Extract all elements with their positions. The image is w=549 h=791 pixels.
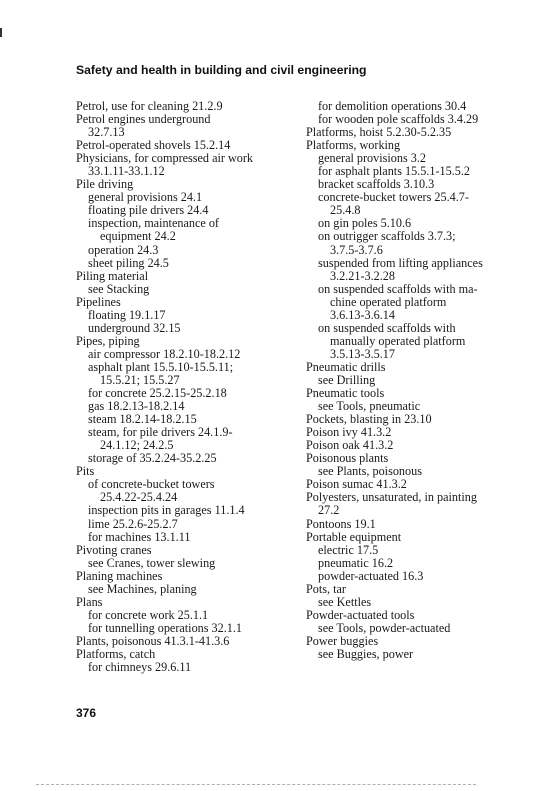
index-entry: Pots, tar bbox=[306, 581, 346, 596]
index-entry: see Stacking bbox=[88, 281, 150, 296]
index-entry: floating 19.1.17 bbox=[88, 307, 166, 322]
index-entry: Pipelines bbox=[76, 294, 121, 309]
index-entry: Plants, poisonous 41.3.1-41.3.6 bbox=[76, 633, 230, 648]
index-entry: Pneumatic drills bbox=[306, 359, 386, 374]
index-entry: on suspended scaffolds with ma- bbox=[318, 281, 478, 296]
index-entry: electric 17.5 bbox=[318, 542, 379, 557]
scan-edge-mark bbox=[0, 28, 2, 37]
index-entry: Poisonous plants bbox=[306, 451, 389, 466]
index-entry: chine operated platform bbox=[330, 294, 447, 309]
index-entry: see Machines, planing bbox=[88, 581, 197, 596]
index-entry: Piling material bbox=[76, 268, 149, 283]
index-entry: 24.1.12; 24.2.5 bbox=[100, 438, 174, 453]
index-entry: inspection pits in garages 11.1.4 bbox=[88, 503, 245, 518]
index-entry: equipment 24.2 bbox=[100, 229, 176, 244]
index-entry: Pneumatic tools bbox=[306, 386, 385, 401]
index-entry: Physicians, for compressed air work bbox=[76, 151, 254, 166]
index-entry: on gin poles 5.10.6 bbox=[318, 216, 412, 231]
index-entry: on suspended scaffolds with bbox=[318, 320, 456, 335]
index-entry: Platforms, catch bbox=[76, 646, 156, 661]
index-entry: for demolition operations 30.4 bbox=[318, 99, 467, 113]
index-entry: Poison ivy 41.3.2 bbox=[306, 425, 392, 440]
index-entry: see Kettles bbox=[318, 594, 372, 609]
running-header: Safety and health in building and civil engineering bbox=[76, 63, 367, 77]
index-entry: Pontoons 19.1 bbox=[306, 516, 376, 531]
index-entry: see Tools, powder-actuated bbox=[318, 620, 451, 635]
index-entry: general provisions 24.1 bbox=[88, 190, 203, 205]
index-entry: see Plants, poisonous bbox=[318, 464, 422, 479]
index-entry: for tunnelling operations 32.1.1 bbox=[88, 620, 243, 635]
index-entry: suspended from lifting appliances bbox=[318, 255, 483, 270]
index-entry: 3.6.13-3.6.14 bbox=[330, 307, 395, 322]
index-entry: bracket scaffolds 3.10.3 bbox=[318, 177, 435, 192]
index-entry: Polyesters, unsaturated, in painting bbox=[306, 490, 477, 505]
index-entry: Pile driving bbox=[76, 177, 134, 192]
index-entry: powder-actuated 16.3 bbox=[318, 568, 424, 583]
index-entry: Poison oak 41.3.2 bbox=[306, 438, 394, 453]
index-entry: Petrol engines underground bbox=[76, 112, 211, 127]
index-entry: Pipes, piping bbox=[76, 333, 140, 348]
index-entry: Poison sumac 41.3.2 bbox=[306, 477, 407, 492]
index-entry: for asphalt plants 15.5.1-15.5.2 bbox=[318, 164, 470, 179]
index-entry: Power buggies bbox=[306, 633, 379, 648]
index-entry: Portable equipment bbox=[306, 529, 402, 544]
index-column-left bbox=[76, 100, 291, 674]
index-entry: Pockets, blasting in 23.10 bbox=[306, 412, 432, 427]
index-entry: storage of 35.2.24-35.2.25 bbox=[88, 451, 217, 466]
index-entry: 25.4.22-25.4.24 bbox=[100, 490, 178, 505]
index-entry: for concrete 25.2.15-25.2.18 bbox=[88, 386, 227, 401]
index-entry: steam 18.2.14-18.2.15 bbox=[88, 412, 197, 427]
scan-bottom-edge bbox=[36, 784, 476, 785]
index-entry: underground 32.15 bbox=[88, 320, 181, 335]
index-entry: gas 18.2.13-18.2.14 bbox=[88, 399, 185, 414]
index-entry: manually operated platform bbox=[330, 333, 466, 348]
index-entry: operation 24.3 bbox=[88, 242, 159, 257]
index-entry: 33.1.11-33.1.12 bbox=[88, 164, 165, 179]
index-entry: 3.2.21-3.2.28 bbox=[330, 268, 395, 283]
index-entry: Powder-actuated tools bbox=[306, 607, 415, 622]
index-entry: 3.7.5-3.7.6 bbox=[330, 242, 383, 257]
index-entry: sheet piling 24.5 bbox=[88, 255, 169, 270]
index-entry: Pits bbox=[76, 464, 95, 479]
index-entry: for concrete work 25.1.1 bbox=[88, 607, 209, 622]
index-entry: Platforms, hoist 5.2.30-5.2.35 bbox=[306, 125, 452, 140]
index-column-right bbox=[306, 100, 502, 661]
index-entry: see Cranes, tower slewing bbox=[88, 555, 216, 570]
index-entry: 27.2 bbox=[318, 503, 340, 518]
index-entry: floating pile drivers 24.4 bbox=[88, 203, 209, 218]
index-entry: Petrol, use for cleaning 21.2.9 bbox=[76, 99, 223, 113]
index-entry: see Drilling bbox=[318, 372, 376, 387]
index-entry: concrete-bucket towers 25.4.7- bbox=[318, 190, 469, 205]
index-entry: general provisions 3.2 bbox=[318, 151, 426, 166]
index-entry: asphalt plant 15.5.10-15.5.11; bbox=[88, 359, 234, 374]
index-entry: 25.4.8 bbox=[330, 203, 361, 218]
index-entry: Pivoting cranes bbox=[76, 542, 152, 557]
index-entry: 3.5.13-3.5.17 bbox=[330, 346, 395, 361]
index-entry: Platforms, working bbox=[306, 138, 401, 153]
index-entry: see Tools, pneumatic bbox=[318, 399, 421, 414]
index-entry: lime 25.2.6-25.2.7 bbox=[88, 516, 178, 531]
index-entry: of concrete-bucket towers bbox=[88, 477, 215, 492]
index-entry: Planing machines bbox=[76, 568, 163, 583]
index-entry: air compressor 18.2.10-18.2.12 bbox=[88, 346, 241, 361]
index-entry: for machines 13.1.11 bbox=[88, 529, 191, 544]
index-entry: for wooden pole scaffolds 3.4.29 bbox=[318, 112, 479, 127]
index-entry: 15.5.21; 15.5.27 bbox=[100, 372, 180, 387]
index-entry: for chimneys 29.6.11 bbox=[88, 660, 192, 675]
index-entry: pneumatic 16.2 bbox=[318, 555, 394, 570]
index-entry: see Buggies, power bbox=[318, 646, 414, 661]
index-entry: Petrol-operated shovels 15.2.14 bbox=[76, 138, 231, 153]
index-entry: inspection, maintenance of bbox=[88, 216, 219, 231]
index-entry: 32.7.13 bbox=[88, 125, 125, 140]
index-entry: on outrigger scaffolds 3.7.3; bbox=[318, 229, 456, 244]
index-entry: Plans bbox=[76, 594, 103, 609]
page-number: 376 bbox=[76, 706, 97, 720]
index-entry: steam, for pile drivers 24.1.9- bbox=[88, 425, 233, 440]
